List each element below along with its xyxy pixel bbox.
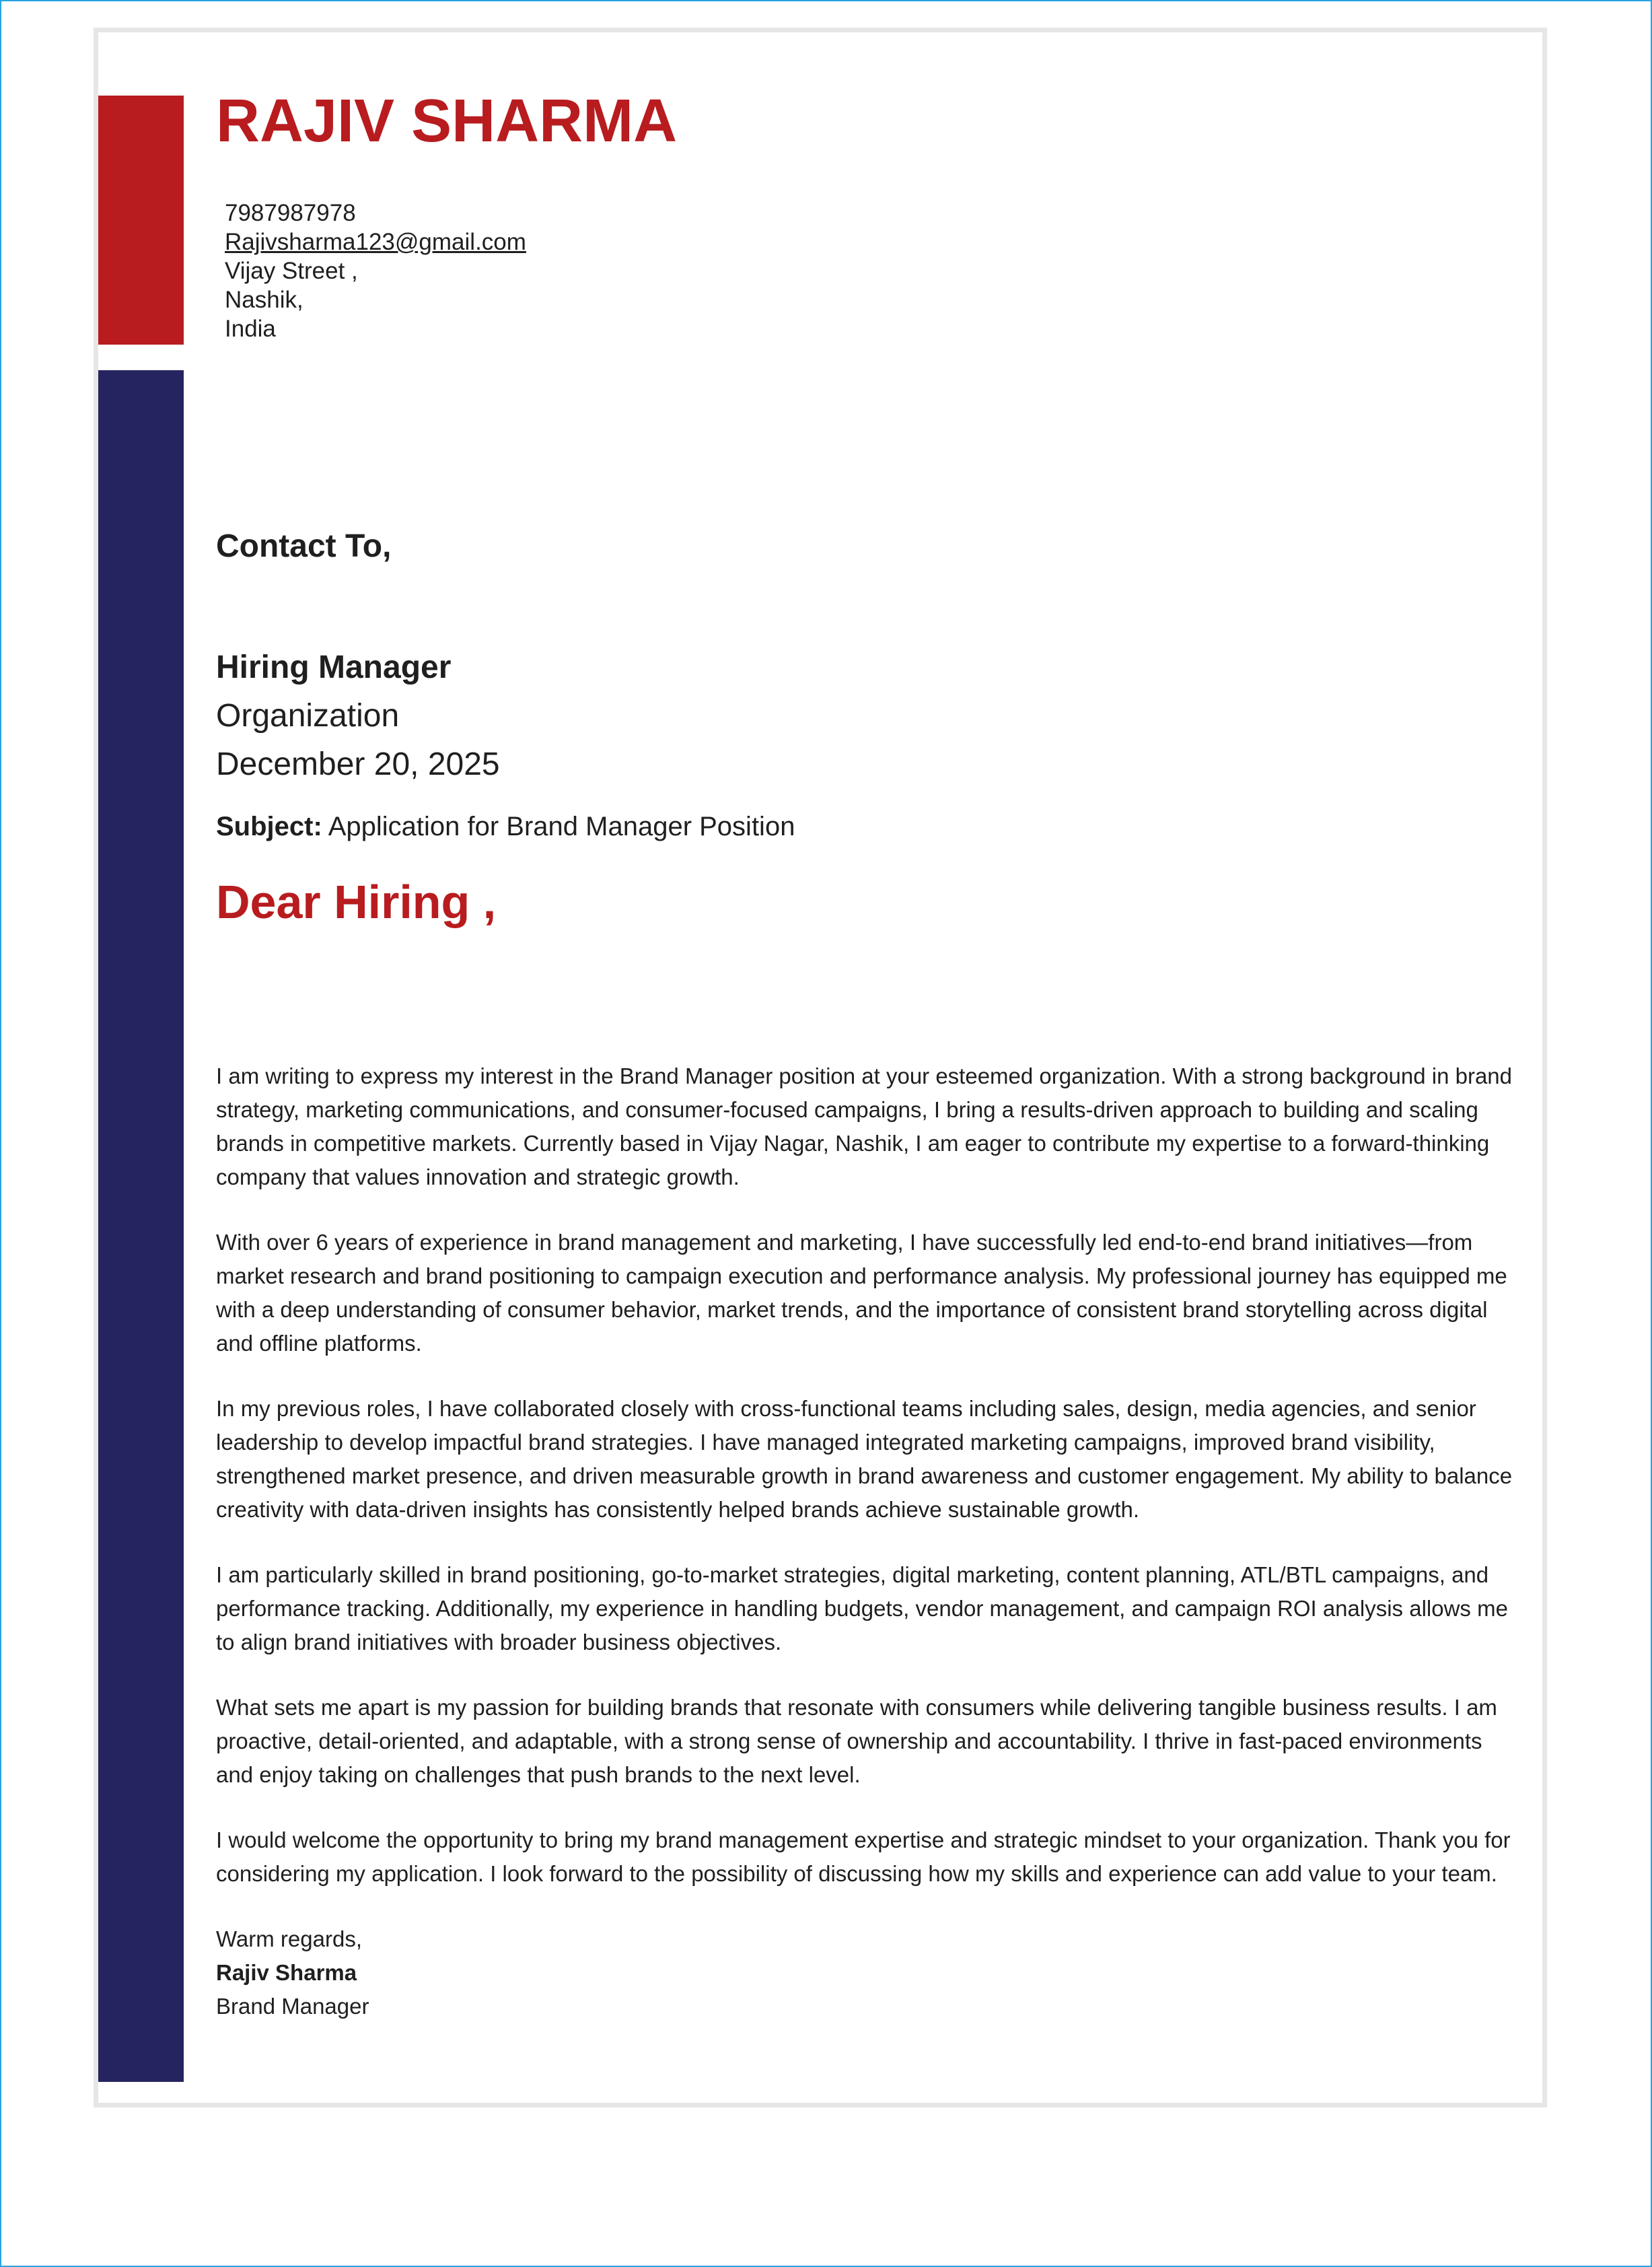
subject-line — [216, 812, 795, 842]
letter-body — [216, 1059, 1515, 2023]
signer-title: Brand Manager — [216, 1994, 369, 2019]
sender-address-line2: Nashik, — [225, 287, 303, 313]
recipient-name: Hiring Manager — [216, 650, 452, 685]
sender-address-line1: Vijay Street , — [225, 258, 358, 284]
sender-phone: 7987987978 — [225, 200, 356, 226]
red-accent-bar — [98, 96, 184, 345]
letter-date: December 20, 2025 — [216, 746, 500, 782]
subject-label: Subject: — [216, 812, 322, 841]
body-paragraph: I am particularly skilled in brand positioning, go-to-market strategies, digital marketing, content planning, ATL/BTL campaigns, and performance tracking. Additionally, my experience in handling budgets, vendor management, and campaign ROI analysis allows me to align brand initiatives with broader business objectives. — [216, 1562, 1508, 1654]
sign-off: Warm regards, — [216, 1926, 362, 1951]
recipient-organization: Organization — [216, 698, 400, 734]
subject-text: Application for Brand Manager Position — [322, 812, 795, 841]
recipient-block — [216, 643, 500, 789]
body-paragraph: What sets me apart is my passion for building brands that resonate with consumers while delivering tangible business results. I am proactive, detail-oriented, and adaptable, with a strong sense of ownership and accountability. I thrive in fast-paced environments and enjoy taking on challenges that push brands to the next level. — [216, 1695, 1497, 1787]
sender-contact-block — [225, 199, 526, 343]
sender-address-line3: India — [225, 316, 276, 342]
closing-block — [216, 1922, 1515, 2023]
signer-name: Rajiv Sharma — [216, 1960, 357, 1985]
body-paragraph: I am writing to express my interest in the Brand Manager position at your esteemed organization. With a strong background in brand strategy, marketing communications, and consumer-focused campaigns, I bring a results-driven approach to building and scaling brands in competitive markets. Currently based in Vijay Nagar, Nashik, I am eager to contribute my expertise to a forward-thinking company that values innovation and strategic growth. — [216, 1063, 1513, 1189]
salutation: Dear Hiring , — [216, 876, 497, 928]
contact-to-heading: Contact To, — [216, 528, 392, 564]
sender-email-link[interactable]: Rajivsharma123@gmail.com — [225, 229, 526, 255]
navy-accent-bar — [98, 370, 184, 2082]
body-paragraph: In my previous roles, I have collaborated closely with cross-functional teams including sales, design, media agencies, and senior leadership to develop impactful brand strategies. I have managed integrated marketing campaigns, improved brand visibility, strengthened market presence, and driven measurable growth in brand awareness and customer engagement. My ability to balance creativity with data-driven insights has consistently helped brands achieve sustainable growth. — [216, 1396, 1513, 1522]
body-paragraph: I would welcome the opportunity to bring my brand management expertise and strategic mindset to your organization. Thank you for considering my application. I look forward to the possibility of discussing how my skills and experience can add value to your team. — [216, 1827, 1511, 1886]
sender-name: RAJIV SHARMA — [216, 88, 678, 155]
body-paragraph: With over 6 years of experience in brand management and marketing, I have successfully led end-to-end brand initiatives—from market research and brand positioning to campaign execution and performance analysis. My professional journey has equipped me with a deep understanding of consumer behavior, market trends, and the importance of consistent brand storytelling across digital and offline platforms. — [216, 1230, 1507, 1356]
